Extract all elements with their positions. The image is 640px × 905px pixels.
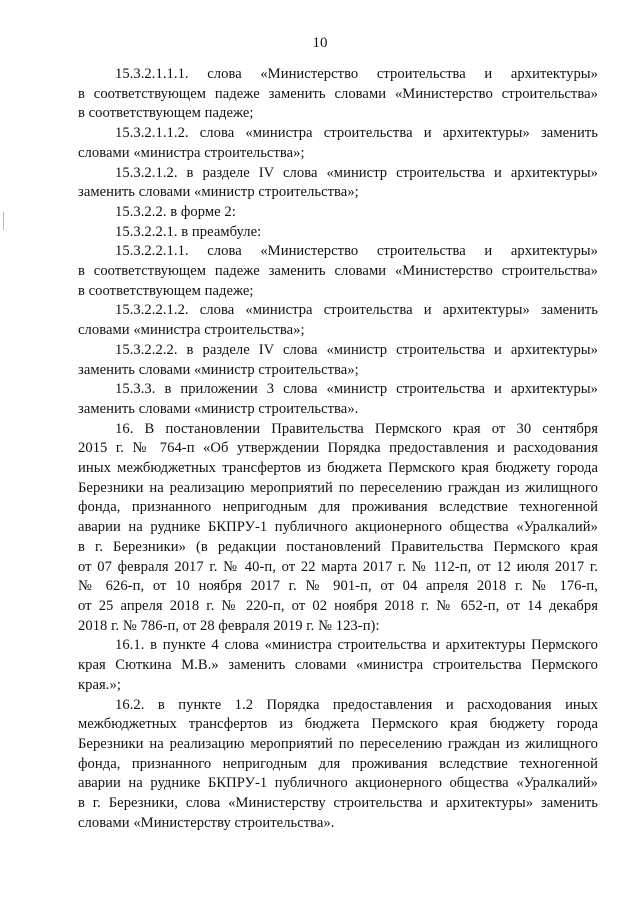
text-line: в соответствующем падеже; [78, 282, 254, 299]
text-line: 15.3.2.2. в форме 2: [115, 203, 236, 220]
paragraph [78, 203, 598, 223]
text-line: межбюджетных трансфертов из бюджета Пермского края бюджету города [78, 716, 598, 733]
text-line: аварии на руднике БКПРУ-1 публичного акционерного общества «Уралкалий» [78, 775, 598, 792]
paragraph [78, 164, 598, 203]
text-line: словами «Министерству строительства». [78, 814, 335, 831]
text-line: словами «министра строительства»; [78, 144, 305, 161]
text-line: Березники на реализацию мероприятий по переселению граждан из жилищного [78, 735, 598, 752]
paragraph [78, 65, 598, 124]
text-line: заменить словами «министр строительства». [78, 400, 359, 417]
text-line: в соответствующем падеже; [78, 105, 254, 122]
text-line: края Сюткина М.В.» заменить словами «министра строительства Пермского [78, 657, 598, 674]
text-line: в соответствующем падеже заменить словами «Министерство строительства» [78, 85, 598, 102]
text-line: 16.1. в пункте 4 слова «министра строительства и архитектуры Пермского [115, 637, 598, 654]
paragraph [78, 341, 598, 380]
paragraph [78, 380, 598, 419]
text-line: 15.3.2.2.1. в преамбуле: [115, 223, 262, 240]
text-line: словами «министра строительства»; [78, 322, 305, 339]
text-line: 15.3.2.2.1.2. слова «министра строительства и архитектуры» заменить [115, 302, 598, 319]
text-line: 16.2. в пункте 1.2 Порядка предоставления и расходования иных [115, 696, 598, 713]
text-line: № 626-п, от 10 ноября 2017 г. № 901-п, от 04 апреля 2018 г. № 176-п, [78, 578, 598, 595]
text-line: аварии на руднике БКПРУ-1 публичного акционерного общества «Уралкалий» [78, 519, 598, 536]
text-line: иных межбюджетных трансфертов из бюджета Пермского края бюджету города [78, 460, 598, 477]
paragraph [78, 636, 598, 695]
paragraph [78, 420, 598, 637]
paragraph [78, 223, 598, 243]
text-line: в соответствующем падеже заменить словами «Министерство строительства» [78, 263, 598, 280]
page-number: 10 [312, 35, 328, 51]
paragraph [78, 301, 598, 340]
text-line: от 07 февраля 2017 г. № 40-п, от 22 марта 2017 г. № 112-п, от 12 июля 2017 г. [78, 558, 598, 575]
text-line: фонда, признанного непригодным для проживания вследствие техногенной [78, 499, 598, 516]
text-line: заменить словами «министр строительства»; [78, 184, 359, 201]
paragraph [78, 696, 598, 834]
paragraph [78, 124, 598, 163]
text-line: 15.3.2.1.2. в разделе IV слова «министр строительства и архитектуры» [115, 164, 598, 181]
text-line: 2018 г. № 786-п, от 28 февраля 2019 г. № 123-п): [78, 617, 380, 634]
text-line: 15.3.3. в приложении 3 слова «министр строительства и архитектуры» [115, 381, 598, 398]
text-line: Березники на реализацию мероприятий по переселению граждан из жилищного [78, 479, 598, 496]
paragraph [78, 242, 598, 301]
text-line: 15.3.2.1.1.2. слова «министра строительства и архитектуры» заменить [115, 125, 598, 142]
text-line: в г. Березники, слова «Министерству строительства и архитектуры» заменить [78, 795, 598, 812]
text-line: 15.3.2.2.2. в разделе IV слова «министр строительства и архитектуры» [115, 341, 598, 358]
text-line: края.»; [78, 676, 121, 693]
text-line: от 25 апреля 2018 г. № 220-п, от 02 ноября 2018 г. № 652-п, от 14 декабря [78, 597, 598, 614]
text-line: 15.3.2.2.1.1. слова «Министерство строительства и архитектуры» [115, 243, 598, 260]
scan-edge-mark [3, 212, 4, 230]
document-body [78, 65, 598, 833]
text-line: заменить словами «министр строительства»; [78, 361, 359, 378]
text-line: фонда, признанного непригодным для проживания вследствие техногенной [78, 755, 598, 772]
text-line: 15.3.2.1.1.1. слова «Министерство строительства и архитектуры» [115, 66, 598, 82]
text-line: в г. Березники» (в редакции постановлений Правительства Пермского края [78, 538, 598, 555]
text-line: 2015 г. № 764-п «Об утверждении Порядка предоставления и расходования [78, 440, 598, 457]
text-line: 16. В постановлении Правительства Пермского края от 30 сентября [115, 420, 598, 437]
